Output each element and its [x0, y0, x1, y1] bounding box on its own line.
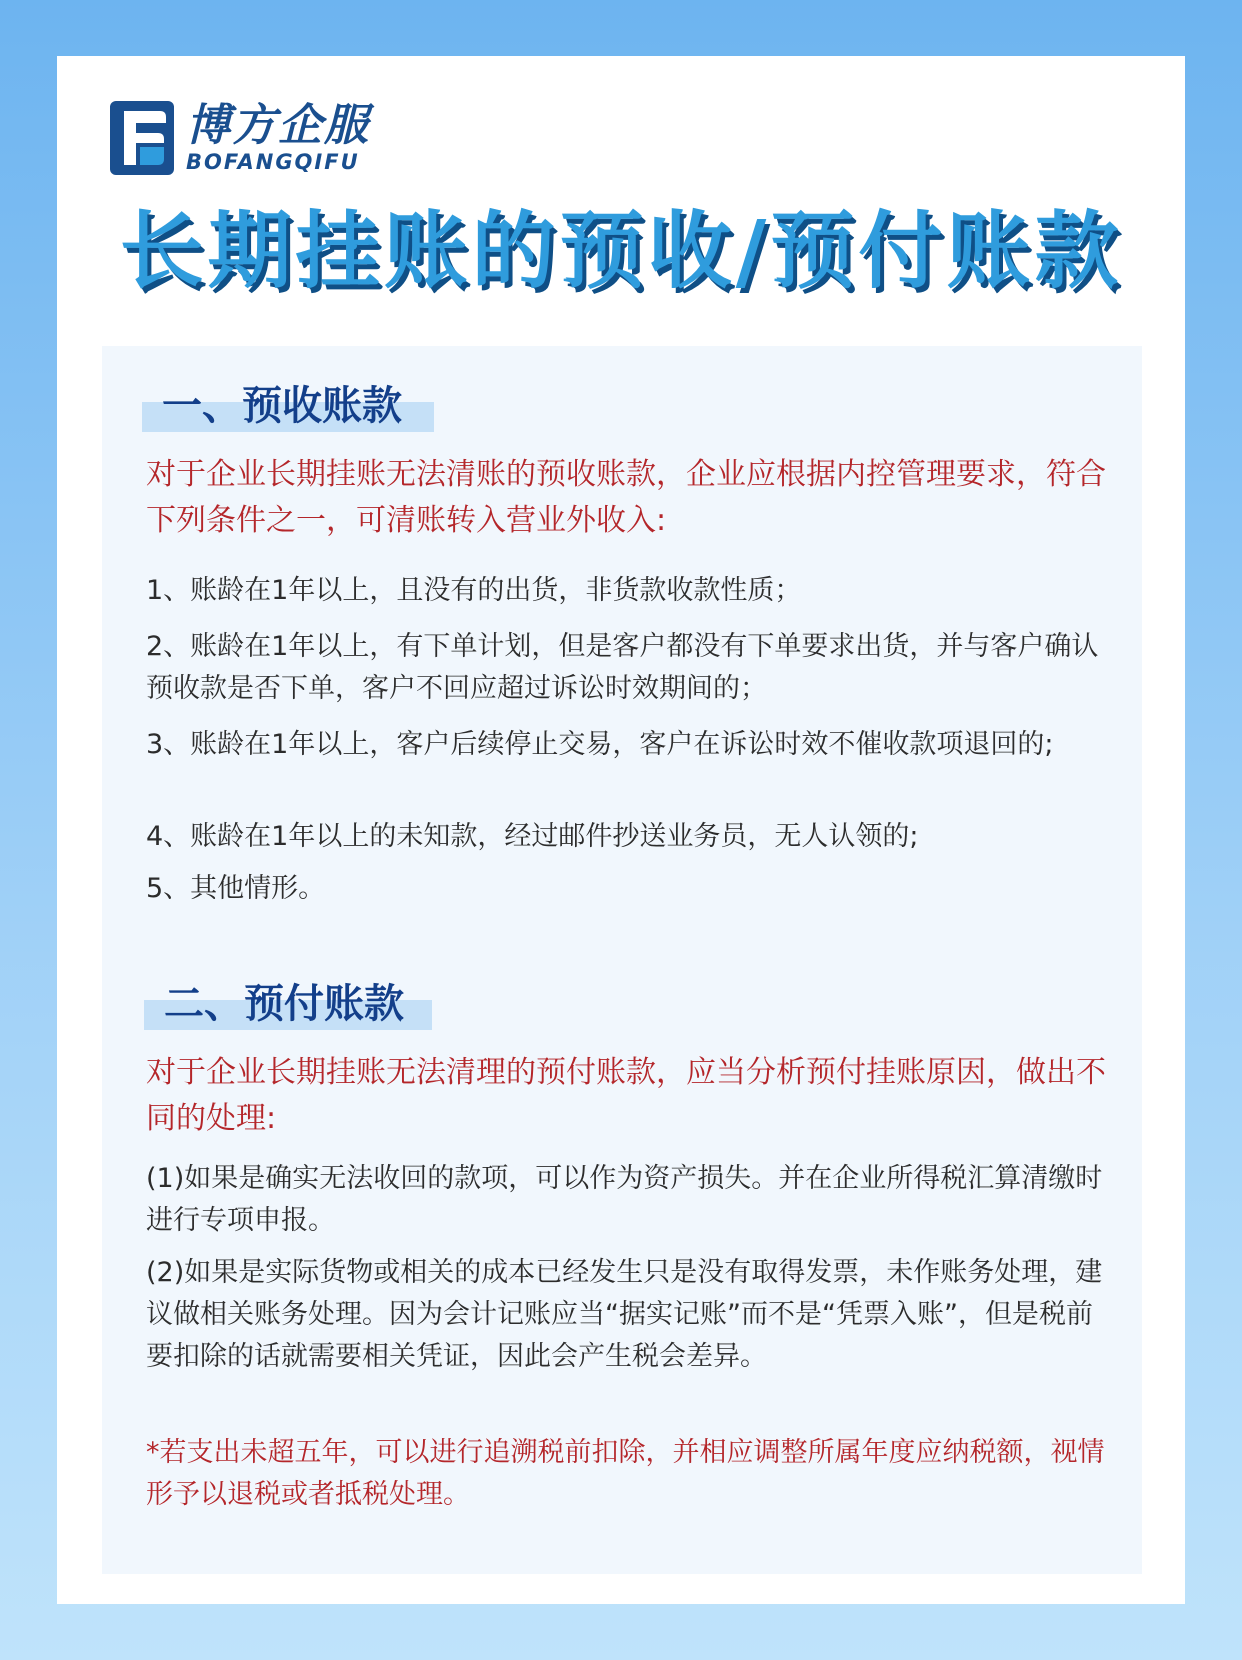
list-item: 3、账龄在1年以上，客户后续停止交易，客户在诉讼时效不催收款项退回的;	[146, 729, 1054, 760]
list-item: 1、账龄在1年以上，且没有的出货，非货款收款性质；	[146, 575, 802, 606]
brand-name-cn: 博方企服	[186, 100, 370, 151]
brand-name-en: BOFANGQIFU	[186, 150, 360, 174]
list-item: (1)如果是确实无法收回的款项，可以作为资产损失。并在企业所得税汇算清缴时进行专项申报。	[146, 1163, 1103, 1236]
list-item: 5、其他情形。	[146, 873, 326, 904]
content-panel	[102, 346, 1142, 1574]
brand-text	[186, 102, 370, 174]
section-heading-advance-receipts	[142, 380, 434, 432]
section-heading-text: 一、预收账款	[162, 383, 402, 429]
brand-logo-icon	[110, 101, 174, 175]
page-title: 长期挂账的预收/预付账款	[119, 202, 1123, 300]
list-item: (2)如果是实际货物或相关的成本已经发生只是没有取得发票，未作账务处理，建议做相关账务处理。因为会计记账应当“据实记账”而不是“凭票入账”，但是税前要扣除的话就需要相关凭证，因此会产生税会差异。	[146, 1257, 1103, 1372]
footnote: *若支出未超五年，可以进行追溯税前扣除，并相应调整所属年度应纳税额，视情形予以退税或者抵税处理。	[146, 1437, 1105, 1510]
brand-logo	[110, 100, 370, 176]
list-item: 2、账龄在1年以上，有下单计划，但是客户都没有下单要求出货，并与客户确认预收款是否下单，客户不回应超过诉讼时效期间的；	[146, 631, 1099, 704]
list-item: 4、账龄在1年以上的未知款，经过邮件抄送业务员，无人认领的;	[146, 821, 919, 852]
section-heading-text: 二、预付账款	[164, 981, 404, 1027]
section-heading-prepayments	[144, 978, 432, 1030]
section1-intro: 对于企业长期挂账无法清账的预收账款，企业应根据内控管理要求，符合下列条件之一，可清账转入营业外收入:	[146, 457, 1106, 538]
section2-intro: 对于企业长期挂账无法清理的预付账款，应当分析预付挂账原因，做出不同的处理:	[146, 1055, 1106, 1136]
content-card	[57, 56, 1185, 1604]
